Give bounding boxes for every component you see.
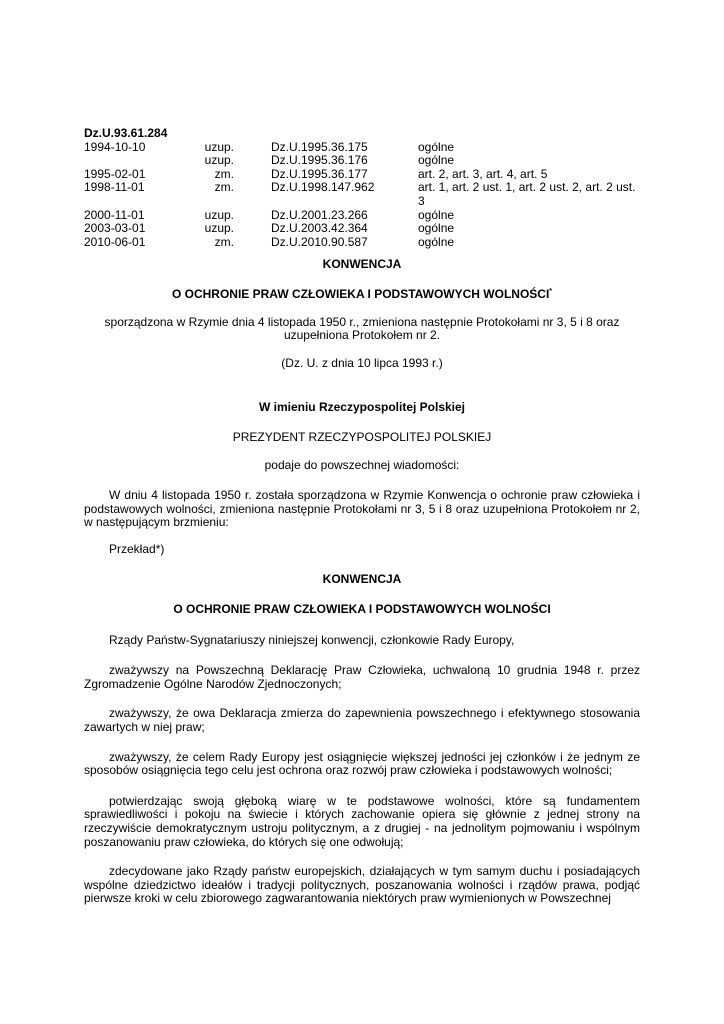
convention-heading-2: KONWENCJA [322,572,402,587]
translation-note: Przekład*) [109,541,165,556]
convention-title-2: O OCHRONIE PRAW CZŁOWIEKA I PODSTAWOWYCH WOLNOŚCI [173,602,551,617]
amendment-type: uzup. [204,207,234,222]
amendment-reference: Dz.U.1995.36.175 [271,139,368,154]
amendment-row [84,154,640,168]
publication-date: (Dz. U. z dnia 10 lipca 1993 r.) [281,355,443,370]
amendment-row [84,168,640,182]
amendment-row [84,209,640,223]
amendment-row [84,181,640,208]
amendment-reference: Dz.U.1998.147.962 [271,180,375,195]
signatories-paragraph: Rządy Państw-Sygnatariuszy niniejszej konwencji, członkowie Rady Europy, [109,632,515,647]
amendment-date: 2003-03-01 [84,221,146,236]
amendment-type: uzup. [204,139,234,154]
amendment-scope: art. 2, art. 3, art. 4, art. 5 [418,166,548,181]
footnote-marker: * [549,287,553,295]
preamble-paragraph: zdecydowane jako Rządy państw europejskich, działających w tym samym duchu i posiadających wspólne dziedzictwo ideałów i tradycji politycznych, poszanowania wolności i rządów prawa, podjąć pierwsze kroki w celu zbiorowego zagwarantowania niektórych praw wymienionych w Powszechnej [84,864,640,906]
convention-title-text: O OCHRONIE PRAW CZŁOWIEKA I PODSTAWOWYCH WOLNOŚCI [171,286,550,301]
on-behalf-heading: W imieniu Rzeczypospolitej Polskiej [258,400,466,415]
amendment-scope: ogólne [418,139,455,154]
amendment-date: 1995-02-01 [84,166,146,181]
amendment-type: zm. [214,166,234,181]
announcement-line: podaje do powszechnej wiadomości: [264,457,460,472]
convention-heading: KONWENCJA [322,257,402,272]
journal-reference: Dz.U.93.61.284 [84,126,168,140]
amendment-type: zm. [214,180,234,195]
amendment-type: zm. [214,234,234,249]
preamble-paragraph: zważywszy, że celem Rady Europy jest osiągnięcie większej jedności jej członków i że jednym ze sposobów osiągnięcia tego celu jest ochrona oraz rozwój praw człowieka i podstawowych wolności; [84,749,640,778]
amendment-date: 1994-10-10 [84,139,146,154]
amendment-row [84,141,640,155]
amendment-date: 2010-06-01 [84,234,146,249]
amendment-row [84,236,640,250]
amendment-date: 2000-11-01 [84,207,145,222]
amendment-date: 1998-11-01 [84,180,145,195]
amendment-reference: Dz.U.1995.36.176 [271,153,368,168]
amendment-scope: ogólne [418,234,455,249]
preamble-paragraph: zważywszy na Powszechną Deklarację Praw Człowieka, uchwaloną 10 grudnia 1948 r. przez Zgromadzenie Ogólne Narodów Zjednoczonych; [84,663,640,691]
president-heading: PREZYDENT RZECZYPOSPOLITEJ POLSKIEJ [232,429,492,444]
convention-title [84,288,640,302]
amendment-type: uzup. [204,153,234,168]
amendments-table [84,141,640,250]
amendment-scope: ogólne [418,221,455,236]
amendment-reference: Dz.U.1995.36.177 [271,166,368,181]
amendment-type: uzup. [204,221,234,236]
preamble-paragraph: potwierdzając swoją głęboką wiarę w te podstawowe wolności, które są fundamentem sprawiedliwości i pokoju na świecie i których zachowanie opiera się głównie z jednej strony na rzeczywiście demokratycznym ustroju politycznym, a z drugiej - na jednolitym pojmowaniu i wspólnym poszanowaniu praw człowieka, do których się one odwołują; [84,793,640,849]
amendment-reference: Dz.U.2001.23.266 [271,207,368,222]
amendment-row [84,222,640,236]
amendment-reference: Dz.U.2010.90.587 [271,234,368,249]
preamble-paragraph: zważywszy, że owa Deklaracja zmierza do zapewnienia powszechnego i efektywnego stosowania zawartych w niej praw; [84,706,640,735]
amendment-scope: ogólne [418,207,455,222]
amendment-reference: Dz.U.2003.42.364 [271,221,368,236]
amendment-scope: ogólne [418,153,455,168]
amendment-scope: art. 1, art. 2 ust. 1, art. 2 ust. 2, art. 2 ust. 3 [418,180,636,208]
intro-paragraph: W dniu 4 listopada 1950 r. została sporządzona w Rzymie Konwencja o ochronie praw człowieka i podstawowych wolności, zmieniona następnie Protokołami nr 3, 5 i 8 oraz uzupełniona Protokołem nr 2, w następującym brzmieniu: [84,488,640,530]
amendment-date [84,154,181,168]
document-content [84,127,640,906]
convention-origin: sporządzona w Rzymie dnia 4 listopada 1950 r., zmieniona następnie Protokołami nr 3, 5 i 8 oraz uzupełniona Protokołem nr 2. [104,314,620,343]
